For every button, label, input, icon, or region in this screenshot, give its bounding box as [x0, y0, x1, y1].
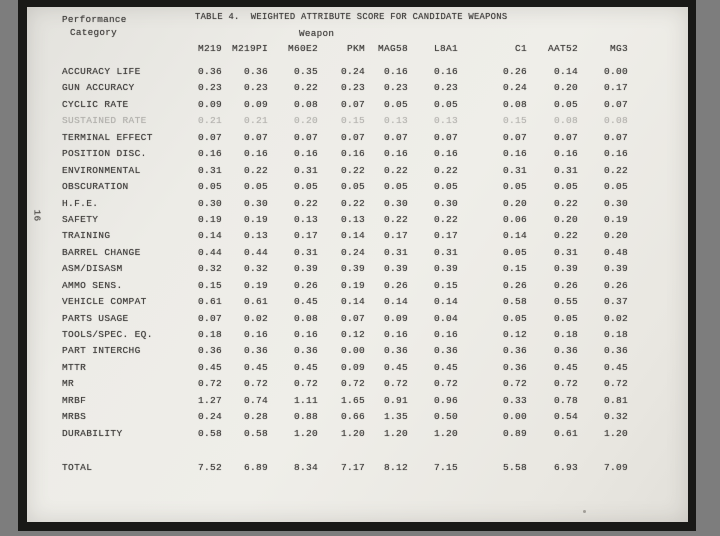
cell-value: 0.19 — [340, 279, 365, 291]
cell-value: 0.39 — [433, 263, 458, 275]
cell-value: 0.22 — [553, 197, 578, 209]
cell-value: 0.18 — [197, 329, 222, 340]
cell-value: 0.32 — [243, 263, 268, 275]
cell-value: 0.07 — [340, 312, 365, 324]
column-header-mag58: MAG58 — [377, 43, 408, 54]
cell-value: 0.45 — [243, 361, 268, 373]
cell-value: 0.00 — [340, 345, 365, 357]
cell-value: 0.48 — [603, 246, 628, 258]
cell-value: 0.05 — [553, 181, 578, 193]
cell-value: 0.26 — [502, 66, 527, 77]
cell-value: 0.16 — [433, 148, 458, 160]
total-value: 7.09 — [603, 462, 628, 473]
cell-value: 0.21 — [197, 115, 222, 127]
cell-value: 0.17 — [293, 230, 318, 242]
cell-value: 0.15 — [433, 279, 458, 291]
cell-value: 0.05 — [293, 181, 318, 193]
cell-value: 0.09 — [383, 312, 408, 324]
cell-value: 0.22 — [383, 213, 408, 225]
cell-value: 0.45 — [433, 361, 458, 373]
cell-value: 0.88 — [293, 411, 318, 423]
column-header-m219pi: M219PI — [231, 43, 268, 54]
cell-value: 0.23 — [340, 82, 365, 94]
cell-value: 0.72 — [383, 378, 408, 390]
cell-value: 0.31 — [293, 164, 318, 176]
cell-value: 0.44 — [243, 246, 268, 258]
column-header-m219: M219 — [197, 43, 222, 54]
total-value: 6.93 — [553, 462, 578, 473]
table-row — [62, 130, 628, 146]
cell-value: 0.13 — [383, 115, 408, 127]
cell-value: 0.36 — [243, 345, 268, 357]
cell-value: 0.26 — [293, 279, 318, 291]
cell-value: 0.22 — [433, 213, 458, 225]
cell-value: 0.54 — [553, 411, 578, 423]
total-value: 7.15 — [433, 462, 458, 473]
cell-value: 0.61 — [243, 296, 268, 308]
row-label: SUSTAINED RATE — [62, 115, 147, 127]
cell-value: 0.16 — [603, 148, 628, 160]
cell-value: 0.23 — [383, 82, 408, 94]
cell-value: 0.13 — [340, 213, 365, 225]
table-row — [62, 245, 628, 261]
total-value: 6.89 — [243, 462, 268, 473]
cell-value: 0.12 — [502, 329, 527, 340]
cell-value: 0.14 — [553, 66, 578, 77]
cell-value: 0.07 — [340, 131, 365, 143]
cell-value: 0.13 — [433, 115, 458, 127]
cell-value: 0.07 — [243, 131, 268, 143]
table-row — [62, 294, 628, 310]
cell-value: 0.05 — [502, 312, 527, 324]
cell-value: 0.30 — [433, 197, 458, 209]
row-label: OBSCURATION — [62, 181, 129, 193]
cell-value: 0.05 — [383, 181, 408, 193]
cell-value: 0.58 — [243, 427, 268, 439]
cell-value: 0.22 — [340, 164, 365, 176]
cell-value: 0.19 — [603, 213, 628, 225]
cell-value: 0.15 — [502, 115, 527, 127]
total-value: 5.58 — [502, 462, 527, 473]
cell-value: 0.16 — [293, 329, 318, 340]
cell-value: 0.20 — [502, 197, 527, 209]
cell-value: 1.20 — [340, 427, 365, 439]
cell-value: 0.21 — [243, 115, 268, 127]
row-label: SAFETY — [62, 213, 99, 225]
row-label: PART INTERCHG — [62, 345, 141, 357]
cell-value: 0.58 — [197, 427, 222, 439]
table-row — [62, 64, 628, 80]
cell-value: 0.24 — [340, 246, 365, 258]
cell-value: 0.07 — [603, 131, 628, 143]
cell-value: 0.20 — [603, 230, 628, 242]
cell-value: 0.17 — [433, 230, 458, 242]
total-value: 7.17 — [340, 462, 365, 473]
cell-value: 0.07 — [293, 131, 318, 143]
cell-value: 0.22 — [243, 164, 268, 176]
cell-value: 0.72 — [502, 378, 527, 390]
cell-value: 0.23 — [197, 82, 222, 94]
row-label: GUN ACCURACY — [62, 82, 135, 94]
row-label: TOOLS/SPEC. EQ. — [62, 329, 153, 340]
table-row — [62, 360, 628, 376]
table-row — [62, 261, 628, 277]
cell-value: 0.16 — [340, 148, 365, 160]
cell-value: 1.35 — [383, 411, 408, 423]
cell-value: 0.05 — [502, 246, 527, 258]
row-label: MR — [62, 378, 75, 390]
cell-value: 0.24 — [340, 66, 365, 77]
column-header-m60e2: M60E2 — [287, 43, 318, 54]
total-value: 7.52 — [197, 462, 222, 473]
cell-value: 0.09 — [197, 98, 222, 110]
cell-value: 0.31 — [433, 246, 458, 258]
cell-value: 0.05 — [502, 181, 527, 193]
cell-value: 0.39 — [340, 263, 365, 275]
cell-value: 0.28 — [243, 411, 268, 423]
cell-value: 0.16 — [383, 66, 408, 77]
cell-value: 0.08 — [553, 115, 578, 127]
cell-value: 0.15 — [197, 279, 222, 291]
cell-value: 0.22 — [433, 164, 458, 176]
cell-value: 0.36 — [553, 345, 578, 357]
cell-value: 0.55 — [553, 296, 578, 308]
table-row — [62, 80, 628, 96]
cell-value: 0.33 — [502, 394, 527, 406]
cell-value: 0.05 — [243, 181, 268, 193]
cell-value: 0.04 — [433, 312, 458, 324]
cell-value: 0.39 — [603, 263, 628, 275]
column-header-aat52: AAT52 — [547, 43, 578, 54]
cell-value: 0.16 — [197, 148, 222, 160]
weapon-group-label: Weapon — [299, 28, 335, 39]
cell-value: 0.08 — [502, 98, 527, 110]
cell-value: 0.45 — [293, 361, 318, 373]
cell-value: 0.16 — [383, 329, 408, 340]
cell-value: 0.24 — [197, 411, 222, 423]
cell-value: 0.16 — [293, 148, 318, 160]
cell-value: 0.72 — [243, 378, 268, 390]
cell-value: 0.36 — [433, 345, 458, 357]
row-label: AMMO SENS. — [62, 279, 123, 291]
row-label: ASM/DISASM — [62, 263, 123, 275]
cell-value: 0.05 — [433, 98, 458, 110]
cell-value: 0.72 — [603, 378, 628, 390]
cell-value: 0.26 — [603, 279, 628, 291]
cell-value: 0.22 — [603, 164, 628, 176]
table-row — [62, 311, 628, 327]
cell-value: 0.91 — [383, 394, 408, 406]
page-number: 16 — [31, 209, 43, 222]
cell-value: 0.31 — [293, 246, 318, 258]
total-row-wrap — [62, 460, 628, 476]
cell-value: 0.19 — [243, 213, 268, 225]
cell-value: 0.58 — [502, 296, 527, 308]
cell-value: 0.09 — [340, 361, 365, 373]
cell-value: 0.12 — [340, 329, 365, 340]
cell-value: 0.37 — [603, 296, 628, 308]
cell-value: 0.72 — [340, 378, 365, 390]
cell-value: 0.02 — [603, 312, 628, 324]
cell-value: 0.22 — [293, 82, 318, 94]
cell-value: 1.27 — [197, 394, 222, 406]
corner-header-category: Category — [70, 27, 118, 38]
cell-value: 0.30 — [383, 197, 408, 209]
cell-value: 0.36 — [383, 345, 408, 357]
table-row — [62, 113, 628, 129]
cell-value: 0.32 — [197, 263, 222, 275]
cell-value: 0.16 — [433, 66, 458, 77]
cell-value: 0.36 — [502, 345, 527, 357]
column-header-l8a1: L8A1 — [433, 43, 458, 54]
cell-value: 0.45 — [603, 361, 628, 373]
cell-value: 1.65 — [340, 394, 365, 406]
cell-value: 0.02 — [243, 312, 268, 324]
cell-value: 0.07 — [383, 131, 408, 143]
cell-value: 0.08 — [293, 312, 318, 324]
cell-value: 0.14 — [383, 296, 408, 308]
cell-value: 0.16 — [553, 148, 578, 160]
cell-value: 0.26 — [553, 279, 578, 291]
cell-value: 0.05 — [383, 98, 408, 110]
cell-value: 0.61 — [553, 427, 578, 439]
cell-value: 1.20 — [383, 427, 408, 439]
cell-value: 0.14 — [340, 296, 365, 308]
cell-value: 0.36 — [243, 66, 268, 77]
cell-value: 0.31 — [553, 246, 578, 258]
row-label: DURABILITY — [62, 427, 123, 439]
table-title: TABLE 4. WEIGHTED ATTRIBUTE SCORE FOR CANDIDATE WEAPONS — [195, 12, 508, 22]
cell-value: 0.45 — [197, 361, 222, 373]
cell-value: 0.66 — [340, 411, 365, 423]
cell-value: 0.17 — [383, 230, 408, 242]
row-label: TRAINING — [62, 230, 111, 242]
table-row — [62, 146, 628, 162]
cell-value: 0.50 — [433, 411, 458, 423]
row-label: MRBF — [62, 394, 87, 406]
cell-value: 0.14 — [197, 230, 222, 242]
cell-value: 0.36 — [197, 345, 222, 357]
cell-value: 0.09 — [243, 98, 268, 110]
cell-value: 0.18 — [553, 329, 578, 340]
column-header-row — [62, 41, 628, 57]
table-row — [62, 179, 628, 195]
cell-value: 0.36 — [502, 361, 527, 373]
cell-value: 1.11 — [293, 394, 318, 406]
cell-value: 0.06 — [502, 213, 527, 225]
cell-value: 0.07 — [197, 312, 222, 324]
cell-value: 0.19 — [197, 213, 222, 225]
cell-value: 0.30 — [243, 197, 268, 209]
cell-value: 0.00 — [502, 411, 527, 423]
cell-value: 0.31 — [553, 164, 578, 176]
cell-value: 0.36 — [293, 345, 318, 357]
cell-value: 0.19 — [243, 279, 268, 291]
cell-value: 0.07 — [340, 98, 365, 110]
table-row — [62, 426, 628, 442]
cell-value: 0.39 — [383, 263, 408, 275]
column-header-spacer — [62, 41, 182, 57]
cell-value: 0.13 — [293, 213, 318, 225]
table-row — [62, 343, 628, 359]
cell-value: 0.22 — [383, 164, 408, 176]
row-label: VEHICLE COMPAT — [62, 296, 147, 308]
cell-value: 0.45 — [553, 361, 578, 373]
column-header-c1: C1 — [514, 43, 527, 54]
row-label: CYCLIC RATE — [62, 98, 129, 110]
cell-value: 0.72 — [553, 378, 578, 390]
cell-value: 0.39 — [553, 263, 578, 275]
row-label: ACCURACY LIFE — [62, 66, 141, 77]
cell-value: 0.61 — [197, 296, 222, 308]
cell-value: 0.05 — [553, 98, 578, 110]
cell-value: 0.23 — [243, 82, 268, 94]
cell-value: 0.14 — [340, 230, 365, 242]
cell-value: 0.26 — [383, 279, 408, 291]
cell-value: 0.07 — [553, 131, 578, 143]
cell-value: 0.96 — [433, 394, 458, 406]
cell-value: 0.15 — [502, 263, 527, 275]
cell-value: 0.20 — [553, 213, 578, 225]
cell-value: 1.20 — [433, 427, 458, 439]
cell-value: 0.31 — [502, 164, 527, 176]
cell-value: 0.14 — [433, 296, 458, 308]
cell-value: 0.24 — [502, 82, 527, 94]
cell-value: 0.22 — [340, 197, 365, 209]
scanned-page — [27, 7, 688, 522]
row-label: MRBS — [62, 411, 87, 423]
cell-value: 0.05 — [340, 181, 365, 193]
cell-value: 0.18 — [603, 329, 628, 340]
cell-value: 0.44 — [197, 246, 222, 258]
cell-value: 0.00 — [603, 66, 628, 77]
cell-value: 0.72 — [433, 378, 458, 390]
cell-value: 0.07 — [502, 131, 527, 143]
cell-value: 0.31 — [383, 246, 408, 258]
table-row — [62, 97, 628, 113]
cell-value: 0.39 — [293, 263, 318, 275]
cell-value: 0.16 — [243, 148, 268, 160]
cell-value: 0.05 — [553, 312, 578, 324]
row-label: ENVIRONMENTAL — [62, 164, 141, 176]
cell-value: 0.81 — [603, 394, 628, 406]
cell-value: 0.16 — [243, 329, 268, 340]
cell-value: 0.05 — [433, 181, 458, 193]
total-row — [62, 460, 628, 476]
cell-value: 0.26 — [502, 279, 527, 291]
cell-value: 1.20 — [293, 427, 318, 439]
table-row — [62, 196, 628, 212]
cell-value: 0.07 — [197, 131, 222, 143]
cell-value: 0.05 — [197, 181, 222, 193]
table-body — [62, 64, 628, 442]
row-label: BARREL CHANGE — [62, 246, 141, 258]
column-header-mg3: MG3 — [609, 43, 628, 54]
total-value: 8.12 — [383, 462, 408, 473]
cell-value: 0.72 — [197, 378, 222, 390]
cell-value: 0.36 — [197, 66, 222, 77]
cell-value: 1.20 — [603, 427, 628, 439]
cell-value: 0.20 — [553, 82, 578, 94]
cell-value: 0.22 — [553, 230, 578, 242]
cell-value: 0.45 — [383, 361, 408, 373]
cell-value: 0.13 — [243, 230, 268, 242]
cell-value: 0.08 — [603, 115, 628, 127]
table-row — [62, 409, 628, 425]
cell-value: 0.14 — [502, 230, 527, 242]
cell-value: 0.23 — [433, 82, 458, 94]
total-value: 8.34 — [293, 462, 318, 473]
cell-value: 0.78 — [553, 394, 578, 406]
cell-value: 0.30 — [603, 197, 628, 209]
scan-speck — [583, 510, 586, 513]
cell-value: 0.32 — [603, 411, 628, 423]
row-label: MTTR — [62, 361, 87, 373]
cell-value: 0.17 — [603, 82, 628, 94]
total-label: TOTAL — [62, 462, 93, 473]
cell-value: 0.16 — [383, 148, 408, 160]
cell-value: 0.74 — [243, 394, 268, 406]
row-label: PARTS USAGE — [62, 312, 129, 324]
row-label: POSITION DISC. — [62, 148, 147, 160]
column-header-pkm: PKM — [346, 43, 365, 54]
table-row — [62, 393, 628, 409]
cell-value: 0.16 — [433, 329, 458, 340]
cell-value: 0.36 — [603, 345, 628, 357]
cell-value: 0.05 — [603, 181, 628, 193]
cell-value: 0.72 — [293, 378, 318, 390]
table-row — [62, 327, 628, 343]
cell-value: 0.89 — [502, 427, 527, 439]
table-row — [62, 163, 628, 179]
cell-value: 0.31 — [197, 164, 222, 176]
row-label: H.F.E. — [62, 197, 99, 209]
cell-value: 0.16 — [502, 148, 527, 160]
cell-value: 0.08 — [293, 98, 318, 110]
cell-value: 0.07 — [603, 98, 628, 110]
table-row — [62, 278, 628, 294]
cell-value: 0.22 — [293, 197, 318, 209]
cell-value: 0.07 — [433, 131, 458, 143]
cell-value: 0.35 — [293, 66, 318, 77]
row-label: TERMINAL EFFECT — [62, 131, 153, 143]
cell-value: 0.30 — [197, 197, 222, 209]
table-row — [62, 212, 628, 228]
cell-value: 0.45 — [293, 296, 318, 308]
cell-value: 0.15 — [340, 115, 365, 127]
table-row — [62, 228, 628, 244]
cell-value: 0.20 — [293, 115, 318, 127]
table-row — [62, 376, 628, 392]
corner-header-performance: Performance — [62, 14, 127, 25]
